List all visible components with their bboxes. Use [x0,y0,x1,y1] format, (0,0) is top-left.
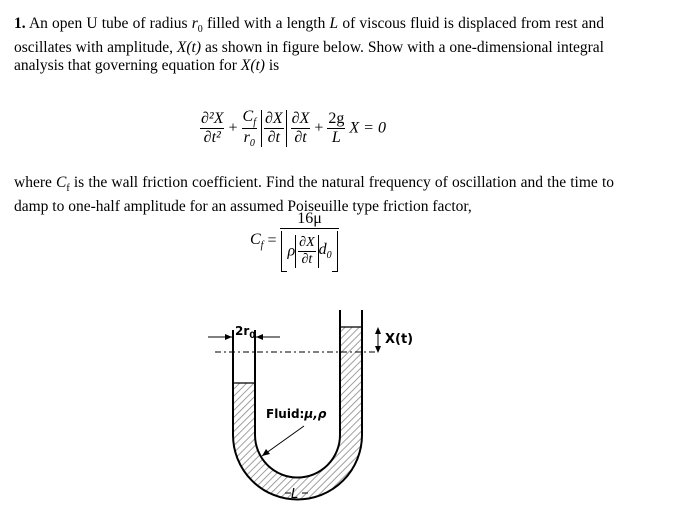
velocity-term: $\frac{\partial X}{\partial t}$ [291,110,310,147]
abs-velocity-term: $\frac{\partial X}{\partial t}$ [261,110,287,147]
friction-description: where $C_f$ is the wall friction coefficient. Find the natural frequency of oscillation and the time to damp to one-half amplitude for an assumed Poiseuille type friction factor, [14,174,615,216]
friction-equation: $C_f$ = 16μ ρ $\frac{\partial X}{\partial t}$ $d_0$ [250,210,339,272]
fluid-label: Fluid:μ,ρ [266,407,327,421]
problem-number: 1. [14,15,26,32]
fluid-right-column [340,327,362,435]
gravity-term: $\frac{2g}{L}$ [328,110,345,147]
fluid-left-column [233,383,255,435]
friction-fraction: 16μ ρ $\frac{\partial X}{\partial t}$ $d_0$ [280,210,338,272]
radius-label: $2r_0$ [235,324,256,341]
governing-equation: $\frac{\text{∂²X}}{\text{∂t²}}$ + $\frac{C_f}{r_0}$ $\frac{\partial X}{\partial t}$ $\frac{\partial X}{\partial t}$ + $\frac{2g}{L}$ X = 0 [201,108,386,150]
friction-coefficient-term: $\frac{C_f}{r_0}$ [242,108,256,150]
displacement-label: X(t) [385,332,414,347]
second-derivative-term: $\frac{\text{∂²X}}{\text{∂t²}}$ [201,110,224,147]
problem-statement: 1. An open U tube of radius $r_0$ filled with a length L of viscous fluid is displaced from rest and oscillates with amplitude, X(t) as shown in figure below. Show with a one-dimensional integral analysis that governing equation for X(t) is [14,15,605,75]
length-label: L [291,487,299,502]
